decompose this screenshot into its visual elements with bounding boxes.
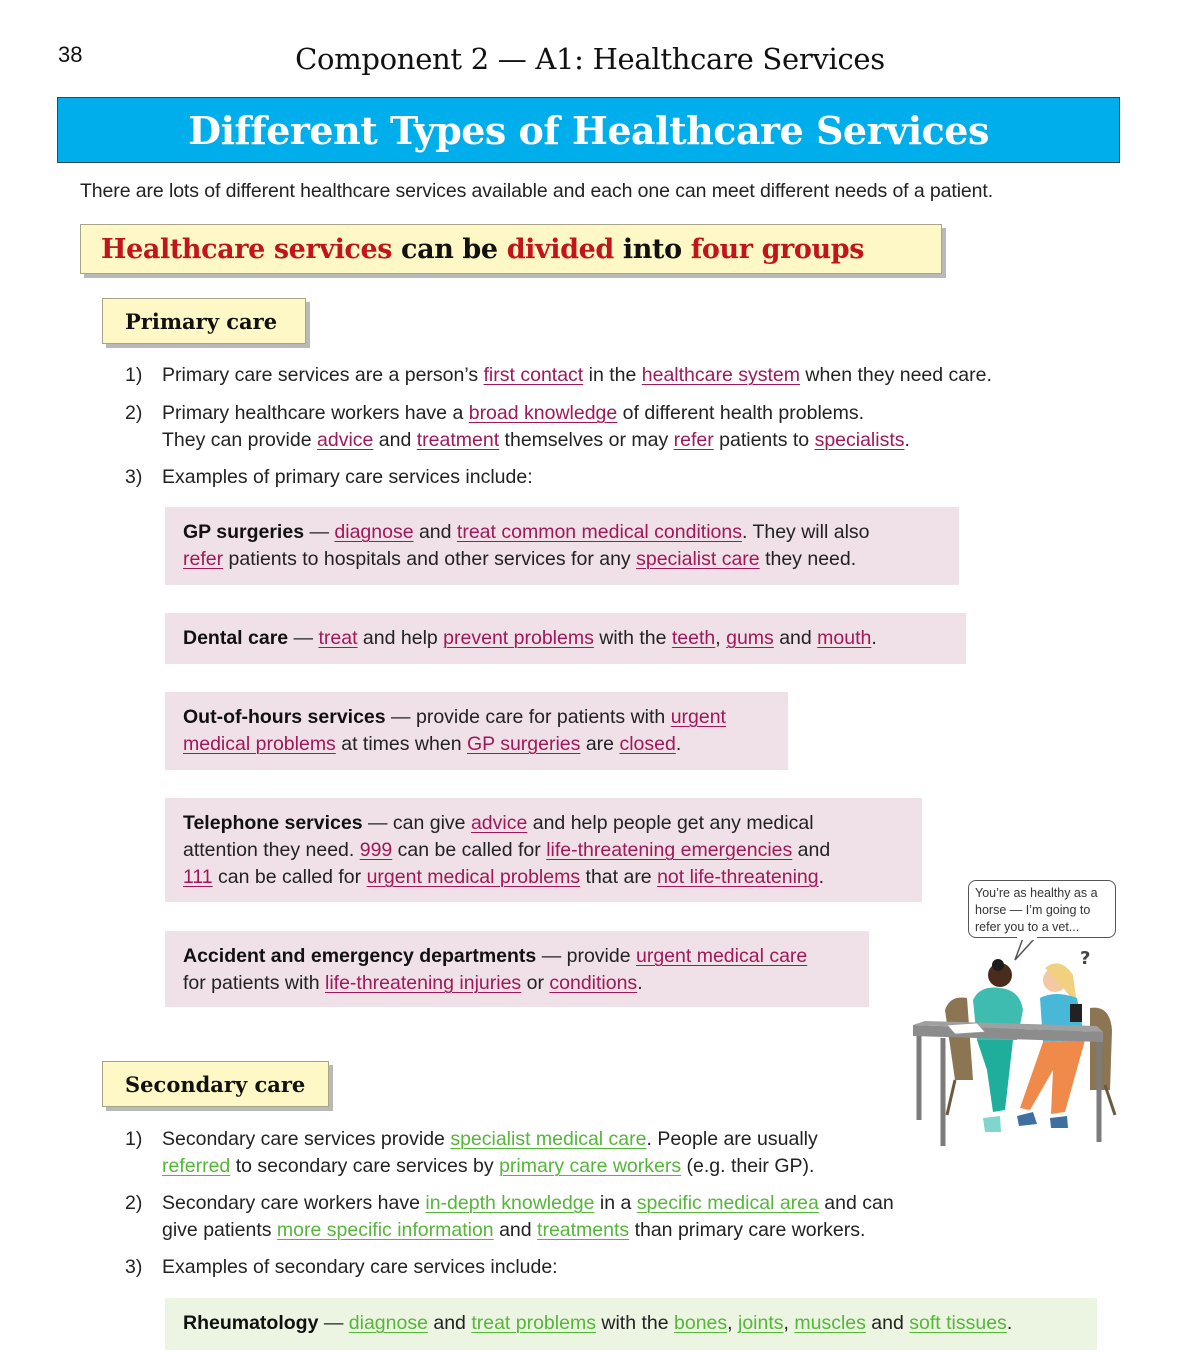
text-run: Examples of primary care services include: xyxy=(162,466,533,488)
text-run: . People are usually xyxy=(646,1128,818,1150)
text-run: . xyxy=(818,866,825,888)
page-number: 38 xyxy=(58,42,83,67)
banner-segment: four groups xyxy=(690,233,864,265)
point-number: 3) xyxy=(125,466,143,488)
text-run: and xyxy=(865,1312,910,1334)
text-run: patients to xyxy=(713,429,815,451)
text-run: — xyxy=(304,521,335,543)
key-term: bones xyxy=(674,1312,728,1334)
text-run: to secondary care services by xyxy=(230,1155,500,1177)
key-term: soft tissues xyxy=(909,1312,1007,1334)
text-run: when they need care. xyxy=(800,364,992,386)
text-run: and xyxy=(792,839,831,861)
banner-segment: Healthcare services xyxy=(101,233,393,265)
primary-point-2 xyxy=(125,400,1085,454)
text-run: , xyxy=(715,627,727,649)
text-run: patients to hospitals and other services for any xyxy=(223,548,637,570)
example-dental-care xyxy=(165,613,966,664)
text-run: . xyxy=(1006,1312,1013,1334)
text-run: . xyxy=(871,627,877,649)
secondary-point-2 xyxy=(125,1190,1025,1244)
point-number: 3) xyxy=(125,1256,143,1278)
key-term: first contact xyxy=(483,364,584,386)
point-text xyxy=(162,400,1085,454)
text-run: can be called for xyxy=(392,839,547,861)
text-run: and help people get any medical xyxy=(527,812,814,834)
text-run: of different health problems. xyxy=(617,402,865,424)
point-text xyxy=(162,464,1085,491)
intro-text: There are lots of different healthcare services available and each one can meet different needs of a patient. xyxy=(80,180,994,202)
key-term: specialist care xyxy=(636,548,760,570)
key-term: life-threatening emergencies xyxy=(546,839,793,861)
text-run: attention they need. xyxy=(183,839,360,861)
text-run: Primary care services are a person’s xyxy=(162,364,484,386)
key-term: advice xyxy=(470,812,528,834)
text-run: They can provide xyxy=(162,429,318,451)
text-run: and xyxy=(493,1219,538,1241)
point-text xyxy=(162,362,1085,389)
text-run: (e.g. their GP). xyxy=(681,1155,815,1177)
text-run: . They will also xyxy=(741,521,870,543)
example-title: Out-of-hours services xyxy=(183,706,386,728)
text-run: Primary healthcare workers have a xyxy=(162,402,469,424)
example-telephone-services xyxy=(165,798,922,902)
key-term: diagnose xyxy=(348,1312,428,1334)
key-term: joints xyxy=(737,1312,784,1334)
banner-segment: divided xyxy=(506,233,614,265)
text-run: in a xyxy=(594,1192,637,1214)
point-number: 1) xyxy=(125,1128,143,1150)
example-gp-surgeries xyxy=(165,507,959,585)
key-term: not life-threatening xyxy=(657,866,819,888)
text-run: at times when xyxy=(335,733,467,755)
text-run: can be called for xyxy=(212,866,367,888)
primary-point-3 xyxy=(125,464,1085,491)
example-text xyxy=(288,627,877,649)
point-text xyxy=(162,1190,1025,1244)
example-title: GP surgeries xyxy=(183,521,305,543)
key-term: muscles xyxy=(794,1312,866,1334)
text-run: and xyxy=(373,429,417,451)
text-run: . xyxy=(675,733,682,755)
text-run: in the xyxy=(583,364,642,386)
text-run: Secondary care workers have xyxy=(162,1192,426,1214)
key-term: medical problems xyxy=(183,733,336,755)
key-term: 111 xyxy=(183,866,213,888)
point-number: 2) xyxy=(125,1192,143,1214)
key-term: refer xyxy=(183,548,224,570)
text-run: — xyxy=(288,627,319,649)
key-term: urgent medical care xyxy=(636,945,808,967)
key-term: referred xyxy=(162,1155,231,1177)
secondary-point-1 xyxy=(125,1126,925,1180)
example-title: Dental care xyxy=(183,627,289,649)
point-text xyxy=(162,1254,1025,1281)
text-run: — provide care for patients with xyxy=(385,706,671,728)
key-term: teeth xyxy=(671,627,716,649)
key-term: treatment xyxy=(416,429,500,451)
text-run: Secondary care services provide xyxy=(162,1128,451,1150)
primary-point-1 xyxy=(125,362,1085,389)
text-run: . xyxy=(637,972,643,994)
text-run: and xyxy=(773,627,818,649)
key-term: refer xyxy=(673,429,714,451)
example-title: Rheumatology xyxy=(183,1312,319,1334)
example-text xyxy=(318,1312,1012,1334)
point-number: 2) xyxy=(125,402,143,424)
text-run: for patients with xyxy=(183,972,325,994)
key-term: advice xyxy=(317,429,374,451)
key-term: treat xyxy=(318,627,358,649)
groups-banner xyxy=(80,224,942,274)
key-term: broad knowledge xyxy=(468,402,618,424)
example-rheumatology xyxy=(165,1298,1097,1350)
banner-segment: into xyxy=(613,233,691,265)
text-run: — provide xyxy=(536,945,636,967)
speech-bubble: You’re as healthy as a horse — I’m going to refer you to a vet... xyxy=(968,880,1116,938)
key-term: specialist medical care xyxy=(450,1128,647,1150)
point-number: 1) xyxy=(125,364,143,386)
banner-segment: can be xyxy=(392,233,507,265)
key-term: gums xyxy=(726,627,774,649)
text-run: and xyxy=(413,521,457,543)
key-term: mouth xyxy=(817,627,872,649)
key-term: in-depth knowledge xyxy=(425,1192,595,1214)
secondary-point-3 xyxy=(125,1254,1025,1281)
text-run: — xyxy=(318,1312,349,1334)
cartoon-illustration xyxy=(905,880,1125,1150)
text-run: and xyxy=(427,1312,472,1334)
section-label-secondary-care: Secondary care xyxy=(102,1061,329,1107)
key-term: specialists xyxy=(814,429,905,451)
text-run: they need. xyxy=(759,548,857,570)
example-out-of-hours xyxy=(165,692,788,770)
key-term: urgent medical problems xyxy=(366,866,581,888)
text-run: themselves or may xyxy=(499,429,674,451)
text-run: than primary care workers. xyxy=(629,1219,866,1241)
key-term: primary care workers xyxy=(499,1155,682,1177)
key-term: urgent xyxy=(670,706,726,728)
text-run: with the xyxy=(595,1312,674,1334)
text-run: that are xyxy=(580,866,658,888)
text-run: give patients xyxy=(162,1219,277,1241)
key-term: prevent problems xyxy=(443,627,594,649)
key-term: 999 xyxy=(359,839,393,861)
key-term: treat common medical conditions xyxy=(456,521,742,543)
example-accident-emergency xyxy=(165,931,869,1007)
text-run: — can give xyxy=(362,812,471,834)
doctor-patient-icon xyxy=(905,880,1125,1150)
key-term: conditions xyxy=(549,972,638,994)
text-run: , xyxy=(727,1312,738,1334)
text-run: with the xyxy=(593,627,672,649)
running-head: Component 2 — A1: Healthcare Services xyxy=(295,42,885,76)
text-run: and can xyxy=(818,1192,894,1214)
example-title: Telephone services xyxy=(183,812,363,834)
svg-text:?: ? xyxy=(1080,948,1091,969)
text-run: or xyxy=(521,972,550,994)
page-title: Different Types of Healthcare Services xyxy=(188,107,989,153)
text-run: Examples of secondary care services include: xyxy=(162,1256,558,1278)
text-run: are xyxy=(580,733,620,755)
key-term: GP surgeries xyxy=(466,733,581,755)
point-text xyxy=(162,1126,925,1180)
example-title: Accident and emergency departments xyxy=(183,945,537,967)
key-term: specific medical area xyxy=(636,1192,819,1214)
title-bar xyxy=(57,97,1120,163)
key-term: diagnose xyxy=(334,521,414,543)
text-run: , xyxy=(783,1312,795,1334)
key-term: healthcare system xyxy=(641,364,801,386)
key-term: more specific information xyxy=(276,1219,494,1241)
key-term: closed xyxy=(619,733,676,755)
key-term: treat problems xyxy=(471,1312,596,1334)
text-run: and help xyxy=(357,627,444,649)
section-label-primary-care: Primary care xyxy=(102,298,306,344)
key-term: treatments xyxy=(537,1219,630,1241)
text-run: . xyxy=(904,429,910,451)
key-term: life-threatening injuries xyxy=(324,972,522,994)
